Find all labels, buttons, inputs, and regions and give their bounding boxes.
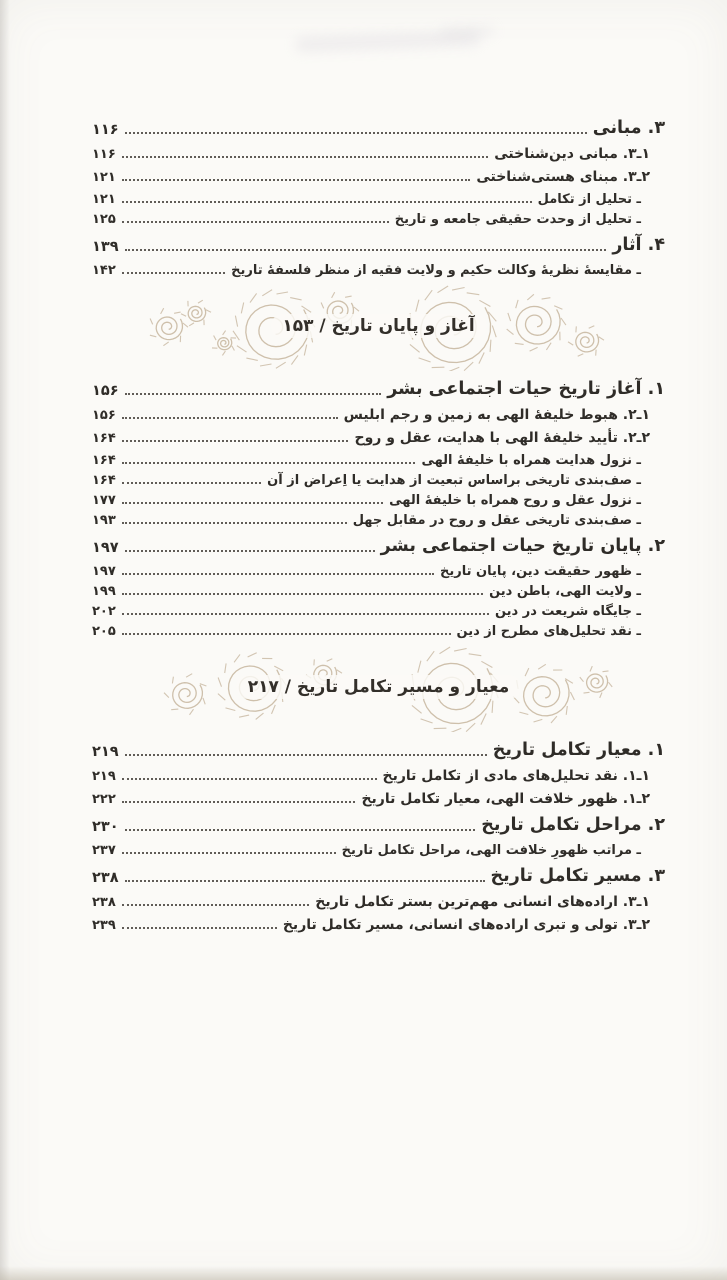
- section-header: [134, 283, 624, 371]
- toc-page-number: ۱۴۲: [92, 263, 116, 278]
- dotted-leader: [122, 502, 383, 504]
- toc-row: [92, 843, 665, 858]
- toc-row: [92, 379, 665, 399]
- toc-page-number: ۱۶۴: [92, 473, 116, 488]
- toc-page-number: ۱۲۵: [92, 212, 116, 227]
- toc-entry-title: ۱ـ۳. مبانی دین‌شناختی: [494, 146, 650, 162]
- toc-entry-title: ۱ـ۲. هبوط خلیفهٔ الهی به زمین و رجم ابلیس: [343, 407, 650, 423]
- toc-entry-title: ـ مراتب ظهورِ خلافت الهی، مراحل تکامل تاریخ: [341, 843, 641, 858]
- dotted-leader: [122, 852, 336, 854]
- toc-row: [92, 536, 665, 556]
- toc-row: [92, 866, 665, 886]
- section-header: [134, 644, 624, 732]
- toc-page-number: ۱۵۶: [92, 408, 116, 423]
- toc-entry-title: ۱ـ۱. نقد تحلیل‌های مادی از تکامل تاریخ: [382, 768, 650, 784]
- toc-entry-title: ـ نزول عقل و روح همراه با خلیفهٔ الهی: [389, 493, 641, 508]
- toc-page-number: ۲۰۵: [92, 624, 116, 639]
- toc-page-number: ۱۹۷: [92, 564, 116, 579]
- dotted-leader: [122, 633, 451, 635]
- dotted-leader: [122, 201, 532, 203]
- toc-entry-title: ۲ـ۱. ظهور خلافت الهی، معیار تکامل تاریخ: [361, 791, 650, 807]
- toc-page-number: ۲۳۰: [92, 819, 119, 835]
- dotted-leader: [122, 156, 488, 158]
- dotted-leader: [125, 550, 375, 552]
- toc-row: [92, 473, 665, 488]
- dotted-leader: [122, 801, 356, 803]
- toc-entry-title: ۲ـ۳. تولی و تبری اراده‌های انسانی، مسیر تکامل تاریخ: [282, 917, 650, 933]
- toc-entry-title: ـ مقایسهٔ نظریهٔ وکالت حکیم و ولایت فقیه از منظر فلسفهٔ تاریخ: [231, 263, 641, 278]
- section-header-title: آغاز و پایان تاریخ / ۱۵۳: [270, 314, 486, 338]
- toc: [92, 110, 665, 940]
- toc-page-number: ۱۶۴: [92, 453, 116, 468]
- toc-page-number: ۲۳۸: [92, 895, 116, 910]
- toc-page-number: ۱۹۳: [92, 513, 116, 528]
- toc-row: [92, 584, 665, 599]
- dotted-leader: [122, 613, 489, 615]
- toc-page-number: ۱۶۴: [92, 431, 116, 446]
- toc-entry-title: ۲. مراحل تکامل تاریخ: [481, 815, 665, 835]
- toc-page-number: ۱۱۶: [92, 147, 116, 162]
- dotted-leader: [122, 522, 347, 524]
- toc-row: [92, 493, 665, 508]
- bleed-through-text: [440, 25, 495, 38]
- toc-page-number: ۱۹۹: [92, 584, 116, 599]
- toc-entry-title: ـ تحلیل از تکامل: [537, 192, 641, 207]
- dotted-leader: [122, 272, 225, 274]
- dotted-leader: [125, 393, 382, 395]
- dotted-leader: [122, 482, 261, 484]
- page-bottom-edge-shadow: [0, 1266, 727, 1280]
- toc-page-number: ۱۲۱: [92, 170, 116, 185]
- toc-page-number: ۱۲۱: [92, 192, 116, 207]
- toc-entry-title: ۳. مسیر تکامل تاریخ: [490, 866, 665, 886]
- toc-page-number: ۲۲۲: [92, 792, 116, 807]
- toc-row: [92, 740, 665, 760]
- dotted-leader: [122, 593, 483, 595]
- toc-entry-title: ۱ـ۳. اراده‌های انسانی مهم‌ترین بستر تکامل تاریخ: [315, 894, 650, 910]
- dotted-leader: [122, 904, 309, 906]
- toc-page-number: ۲۱۹: [92, 769, 116, 784]
- section-header-title: معیار و مسیر تکامل تاریخ / ۲۱۷: [236, 675, 522, 699]
- page-left-edge-shadow: [0, 0, 10, 1280]
- toc-entry-title: ۱. آغاز تاریخ حیات اجتماعی بشر: [387, 379, 665, 399]
- dotted-leader: [122, 778, 377, 780]
- toc-row: [92, 263, 665, 278]
- toc-page-number: ۱۵۶: [92, 383, 119, 399]
- toc-page-number: ۲۳۹: [92, 918, 116, 933]
- toc-page-number: ۲۰۲: [92, 604, 116, 619]
- toc-entry-title: ۲ـ۳. مبنای هستی‌شناختی: [476, 169, 650, 185]
- toc-row: [92, 624, 665, 639]
- toc-page-number: ۲۳۷: [92, 843, 116, 858]
- toc-entry-title: ـ ظهور حقیقت دین، پایان تاریخ: [440, 564, 641, 579]
- dotted-leader: [125, 132, 587, 134]
- dotted-leader: [122, 179, 471, 181]
- toc-row: [92, 768, 665, 784]
- toc-row: [92, 564, 665, 579]
- dotted-leader: [125, 249, 607, 251]
- dotted-leader: [122, 221, 389, 223]
- toc-row: [92, 453, 665, 468]
- toc-entry-title: ۴. آثار: [612, 235, 665, 255]
- toc-row: [92, 513, 665, 528]
- toc-page-number: ۲۳۸: [92, 870, 119, 886]
- toc-row: [92, 604, 665, 619]
- dotted-leader: [125, 829, 476, 831]
- toc-entry-title: ۳. مبانی: [592, 118, 665, 138]
- toc-page-number: ۲۱۹: [92, 744, 119, 760]
- toc-page-number: ۱۹۷: [92, 540, 119, 556]
- toc-page-number: ۱۷۷: [92, 493, 116, 508]
- dotted-leader: [122, 573, 434, 575]
- toc-entry-title: ـ ولایت الهی، باطن دین: [489, 584, 641, 599]
- toc-row: [92, 118, 665, 138]
- toc-entry-title: ـ نقد تحلیل‌های مطرح از دین: [456, 624, 641, 639]
- toc-row: [92, 192, 665, 207]
- toc-entry-title: ۲ـ۲. تأیید خلیفهٔ الهی با هدایت، عقل و روح: [354, 430, 650, 446]
- toc-entry-title: ۱. معیار تکامل تاریخ: [492, 740, 665, 760]
- toc-row: [92, 430, 665, 446]
- toc-entry-title: ـ صف‌بندی تاریخی براساس تبعیت از هدایت یا اِعراض از آن: [267, 473, 641, 488]
- dotted-leader: [122, 417, 338, 419]
- toc-row: [92, 894, 665, 910]
- toc-row: [92, 169, 665, 185]
- dotted-leader: [122, 462, 416, 464]
- dotted-leader: [122, 440, 349, 442]
- toc-entry-title: ـ جایگاه شریعت در دین: [494, 604, 641, 619]
- toc-row: [92, 917, 665, 933]
- toc-row: [92, 407, 665, 423]
- dotted-leader: [125, 880, 485, 882]
- toc-entry-title: ـ نزول هدایت همراه با خلیفهٔ الهی: [421, 453, 641, 468]
- toc-row: [92, 146, 665, 162]
- dotted-leader: [122, 927, 277, 929]
- toc-row: [92, 235, 665, 255]
- toc-row: [92, 212, 665, 227]
- toc-row: [92, 815, 665, 835]
- toc-page-number: ۱۱۶: [92, 122, 119, 138]
- dotted-leader: [125, 754, 487, 756]
- toc-entry-title: ـ تحلیل از وحدت حقیقی جامعه و تاریخ: [394, 212, 641, 227]
- toc-page-number: ۱۳۹: [92, 239, 119, 255]
- toc-entry-title: ۲. پایان تاریخ حیات اجتماعی بشر: [380, 536, 665, 556]
- toc-row: [92, 791, 665, 807]
- toc-entry-title: ـ صف‌بندی تاریخی عقل و روح در مقابل جهل: [352, 513, 641, 528]
